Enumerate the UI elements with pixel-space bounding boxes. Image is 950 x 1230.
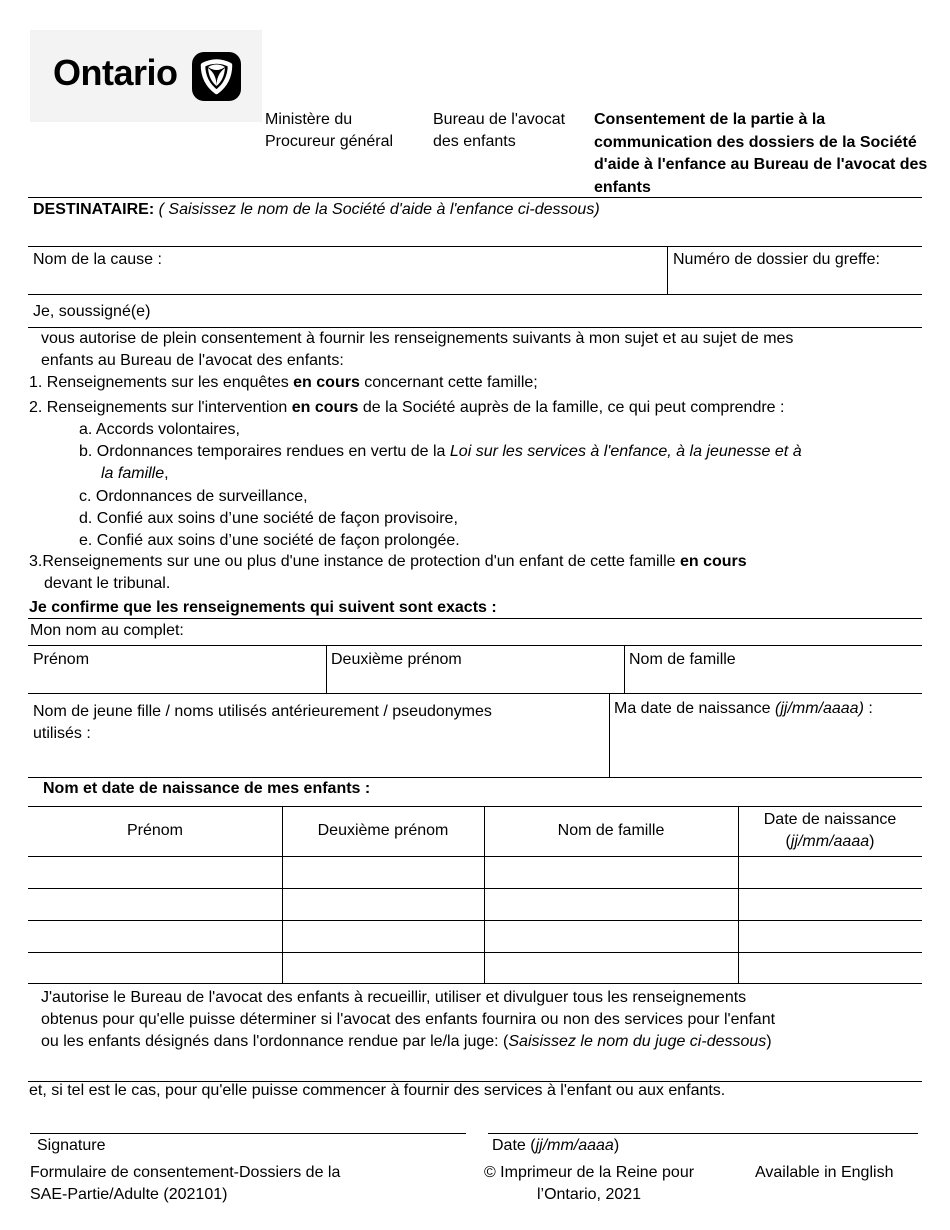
available-in-english: Available in English bbox=[755, 1164, 894, 1181]
signature-input[interactable] bbox=[30, 1107, 468, 1131]
sub-item-b-act-title: Loi sur les services à l'enfance, à la jeunesse et à bbox=[449, 443, 802, 460]
signature-label: Signature bbox=[37, 1137, 106, 1154]
sub-item-c: c. Ordonnances de surveillance, bbox=[79, 488, 308, 505]
item-1-emphasis: en cours bbox=[293, 374, 360, 391]
consent-line-3-text: ou les enfants désignés dans l'ordonnance rendue par le/la juge: ( bbox=[41, 1033, 509, 1050]
confirm-heading: Je confirme que les renseignements qui suivent sont exacts : bbox=[29, 599, 497, 616]
children-col-dob-format-wrap: (jj/mm/aaaa) bbox=[785, 833, 875, 850]
children-table-bottom bbox=[28, 983, 922, 984]
child-3-dob[interactable] bbox=[741, 924, 925, 948]
office-line-2: des enfants bbox=[433, 133, 516, 150]
my-dob-label bbox=[614, 698, 873, 720]
first-name-input[interactable] bbox=[30, 670, 328, 691]
child-3-first-name[interactable] bbox=[30, 924, 284, 948]
divider-name-row-bottom bbox=[28, 693, 922, 694]
divider-case-top bbox=[28, 246, 922, 247]
case-name-label: Nom de la cause : bbox=[33, 251, 162, 268]
item-2-text: 2. Renseignements sur l'intervention bbox=[29, 399, 292, 416]
children-table-top bbox=[28, 806, 922, 807]
court-file-number-input[interactable] bbox=[670, 270, 928, 292]
ontario-logo-text: Ontario bbox=[53, 52, 178, 93]
office-line-1: Bureau de l'avocat bbox=[433, 111, 566, 128]
date-label-text: Date ( bbox=[492, 1137, 536, 1154]
children-col-first-name: Prénom bbox=[126, 822, 184, 839]
maiden-name-label-line-2: utilisés : bbox=[33, 725, 91, 742]
sub-item-e: e. Confié aux soins d’une société de façon prolongée. bbox=[79, 532, 460, 549]
undersigned-input[interactable] bbox=[160, 300, 928, 324]
middle-name-input[interactable] bbox=[329, 670, 627, 691]
signature-date-label bbox=[492, 1135, 619, 1157]
ministry-line-2: Procureur général bbox=[265, 133, 394, 150]
item-3-text: 3.Renseignements sur une ou plus d'une instance de protection d'un enfant de cette famille bbox=[29, 553, 680, 570]
child-1-last-name[interactable] bbox=[487, 860, 741, 884]
court-file-number-label: Numéro de dossier du greffe: bbox=[673, 251, 880, 268]
date-label-close: ) bbox=[613, 1137, 620, 1154]
sub-item-b bbox=[79, 441, 802, 463]
date-label-format: jj/mm/aaaa bbox=[535, 1137, 614, 1154]
child-4-last-name[interactable] bbox=[487, 955, 741, 979]
child-4-middle-name[interactable] bbox=[285, 955, 487, 979]
item-1-tail: concernant cette famille; bbox=[359, 374, 538, 391]
item-3-emphasis: en cours bbox=[679, 553, 747, 570]
children-col-middle-name: Deuxième prénom bbox=[317, 822, 449, 839]
signature-date-input[interactable] bbox=[490, 1107, 922, 1131]
child-4-first-name[interactable] bbox=[30, 955, 284, 979]
child-4-dob[interactable] bbox=[741, 955, 925, 979]
sub-item-a: a. Accords volontaires, bbox=[79, 421, 240, 438]
recipient-input[interactable] bbox=[30, 221, 928, 245]
my-dob-input[interactable] bbox=[612, 725, 928, 749]
item-2-emphasis: en cours bbox=[291, 399, 359, 416]
authorization-intro-line-2: enfants au Bureau de l'avocat des enfants: bbox=[41, 352, 344, 369]
copyright bbox=[466, 1162, 712, 1206]
children-col-dob-format: jj/mm/aaaa bbox=[790, 833, 870, 850]
divider-case-bottom bbox=[28, 294, 922, 295]
form-title: Consentement de la partie à la communication des dossiers de la Société d'aide à l'enfance au Bureau de l'avocat des enfants bbox=[594, 111, 928, 196]
case-name-input[interactable] bbox=[30, 270, 670, 292]
child-1-dob[interactable] bbox=[741, 860, 925, 884]
sub-item-b-continued bbox=[101, 463, 169, 485]
office-name bbox=[433, 109, 565, 153]
ministry-line-1: Ministère du bbox=[265, 111, 353, 128]
copyright-line-1: © Imprimeur de la Reine pour bbox=[483, 1164, 695, 1181]
divider-confirm-top bbox=[28, 618, 922, 619]
authorization-item-1 bbox=[29, 372, 538, 394]
form-id-line-1: Formulaire de consentement-Dossiers de la bbox=[30, 1164, 341, 1181]
date-line bbox=[488, 1133, 918, 1134]
judge-instruction: Saisissez le nom du juge ci-dessous bbox=[508, 1033, 767, 1050]
copyright-line-2: l’Ontario, 2021 bbox=[536, 1186, 642, 1203]
consent-line-3 bbox=[41, 1031, 772, 1053]
children-col-last-name: Nom de famille bbox=[557, 822, 665, 839]
last-name-input[interactable] bbox=[627, 670, 927, 691]
my-dob-suffix: : bbox=[863, 700, 873, 717]
consent-closing: et, si tel est le cas, pour qu'elle puisse commencer à fournir des services à l'enfant ou aux enfants. bbox=[29, 1082, 726, 1099]
child-2-first-name[interactable] bbox=[30, 892, 284, 916]
maiden-name-input[interactable] bbox=[30, 749, 612, 773]
my-dob-label-text: Ma date de naissance bbox=[614, 700, 775, 717]
children-row-divider-2 bbox=[28, 920, 922, 921]
children-col-dob bbox=[738, 809, 922, 853]
child-1-middle-name[interactable] bbox=[285, 860, 487, 884]
authorization-item-3-continued: devant le tribunal. bbox=[44, 575, 171, 592]
divider-recipient-top bbox=[28, 197, 922, 198]
sub-item-b-comma: , bbox=[164, 465, 169, 482]
full-name-label: Mon nom au complet: bbox=[30, 622, 184, 639]
my-dob-format: (jj/mm/aaaa) bbox=[775, 700, 864, 717]
sub-item-b-act-title-end: la famille bbox=[101, 465, 165, 482]
maiden-name-label-line-1: Nom de jeune fille / noms utilisés antérieurement / pseudonymes bbox=[33, 703, 492, 720]
form-id-line-2: SAE-Partie/Adulte (202101) bbox=[30, 1186, 228, 1203]
item-2-tail: de la Société auprès de la famille, ce qui peut comprendre : bbox=[358, 399, 785, 416]
child-3-last-name[interactable] bbox=[487, 924, 741, 948]
consent-line-3-close: ) bbox=[766, 1033, 772, 1050]
judge-name-input[interactable] bbox=[30, 1055, 928, 1079]
authorization-item-3 bbox=[29, 551, 747, 573]
recipient-heading bbox=[33, 199, 600, 221]
child-1-first-name[interactable] bbox=[30, 860, 284, 884]
children-col-dob-title: Date de naissance bbox=[763, 811, 897, 828]
consent-line-1: J'autorise le Bureau de l'avocat des enfants à recueillir, utiliser et divulguer tous les renseignements bbox=[41, 989, 747, 1006]
children-heading: Nom et date de naissance de mes enfants : bbox=[43, 780, 371, 797]
last-name-label: Nom de famille bbox=[629, 651, 736, 668]
children-row-divider-1 bbox=[28, 888, 922, 889]
divider-name-row-top bbox=[28, 645, 922, 646]
recipient-instruction: ( Saisissez le nom de la Société d'aide à l'enfance ci-dessous) bbox=[158, 201, 600, 218]
child-2-last-name[interactable] bbox=[487, 892, 741, 916]
consent-line-2: obtenus pour qu'elle puisse déterminer si l'avocat des enfants fournira ou non des services pour l'enfant bbox=[41, 1011, 776, 1028]
trillium-logo-icon bbox=[192, 52, 241, 101]
authorization-item-2 bbox=[29, 397, 784, 419]
recipient-label: DESTINATAIRE: bbox=[33, 201, 155, 218]
item-1-text: 1. Renseignements sur les enquêtes bbox=[29, 374, 294, 391]
child-3-middle-name[interactable] bbox=[285, 924, 487, 948]
sub-item-d: d. Confié aux soins d’une société de façon provisoire, bbox=[79, 510, 458, 527]
first-name-label: Prénom bbox=[33, 651, 90, 668]
ministry-name bbox=[265, 109, 393, 153]
authorization-intro-line-1: vous autorise de plein consentement à fournir les renseignements suivants à mon sujet et au sujet de mes bbox=[41, 330, 794, 347]
form-id bbox=[30, 1162, 340, 1206]
child-2-dob[interactable] bbox=[741, 892, 925, 916]
signature-line bbox=[30, 1133, 466, 1134]
children-row-divider-3 bbox=[28, 952, 922, 953]
children-header-bottom bbox=[28, 856, 922, 857]
child-2-middle-name[interactable] bbox=[285, 892, 487, 916]
undersigned-label: Je, soussigné(e) bbox=[33, 303, 151, 320]
middle-name-label: Deuxième prénom bbox=[331, 651, 462, 668]
sub-item-b-text: b. Ordonnances temporaires rendues en vertu de la bbox=[79, 443, 450, 460]
